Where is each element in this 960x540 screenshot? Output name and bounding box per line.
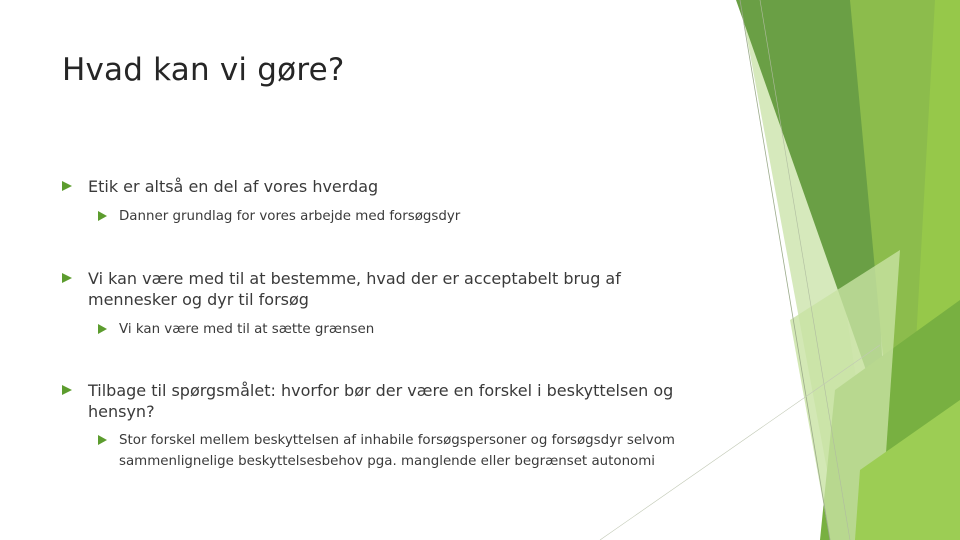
sub-bullet-text: Danner grundlag for vores arbejde med forsøgsdyr bbox=[119, 209, 461, 224]
sub-bullet-item-3 bbox=[98, 430, 738, 472]
bullet-arrow-icon bbox=[62, 385, 72, 395]
sub-bullet-arrow-icon bbox=[98, 435, 107, 445]
sub-bullet-item-1 bbox=[98, 206, 738, 227]
bullet-item-3 bbox=[62, 380, 712, 422]
sub-bullet-item-2 bbox=[98, 319, 738, 340]
sub-bullet-text: Vi kan være med til at sætte grænsen bbox=[119, 322, 375, 337]
bullet-arrow-icon bbox=[62, 181, 72, 191]
sub-bullet-arrow-icon bbox=[98, 324, 107, 334]
sub-bullet-arrow-icon bbox=[98, 211, 107, 221]
bullet-text: Tilbage til spørgsmålet: hvorfor bør der være en forskel i beskyttelsen og hensyn? bbox=[88, 381, 674, 421]
bullet-text: Vi kan være med til at bestemme, hvad der er acceptabelt brug af mennesker og dyr til forsøg bbox=[88, 269, 621, 309]
bullet-item-1 bbox=[62, 176, 712, 197]
bullet-item-2 bbox=[62, 268, 712, 310]
bullet-text: Etik er altså en del af vores hverdag bbox=[88, 177, 379, 196]
bullet-arrow-icon bbox=[62, 273, 72, 283]
slide-title: Hvad kan vi gøre? bbox=[62, 52, 345, 88]
sub-bullet-text: Stor forskel mellem beskyttelsen af inhabile forsøgspersoner og forsøgsdyr selvom sammenlignelige beskyttelsesbehov pga. manglende eller begrænset autonomi bbox=[119, 433, 675, 469]
